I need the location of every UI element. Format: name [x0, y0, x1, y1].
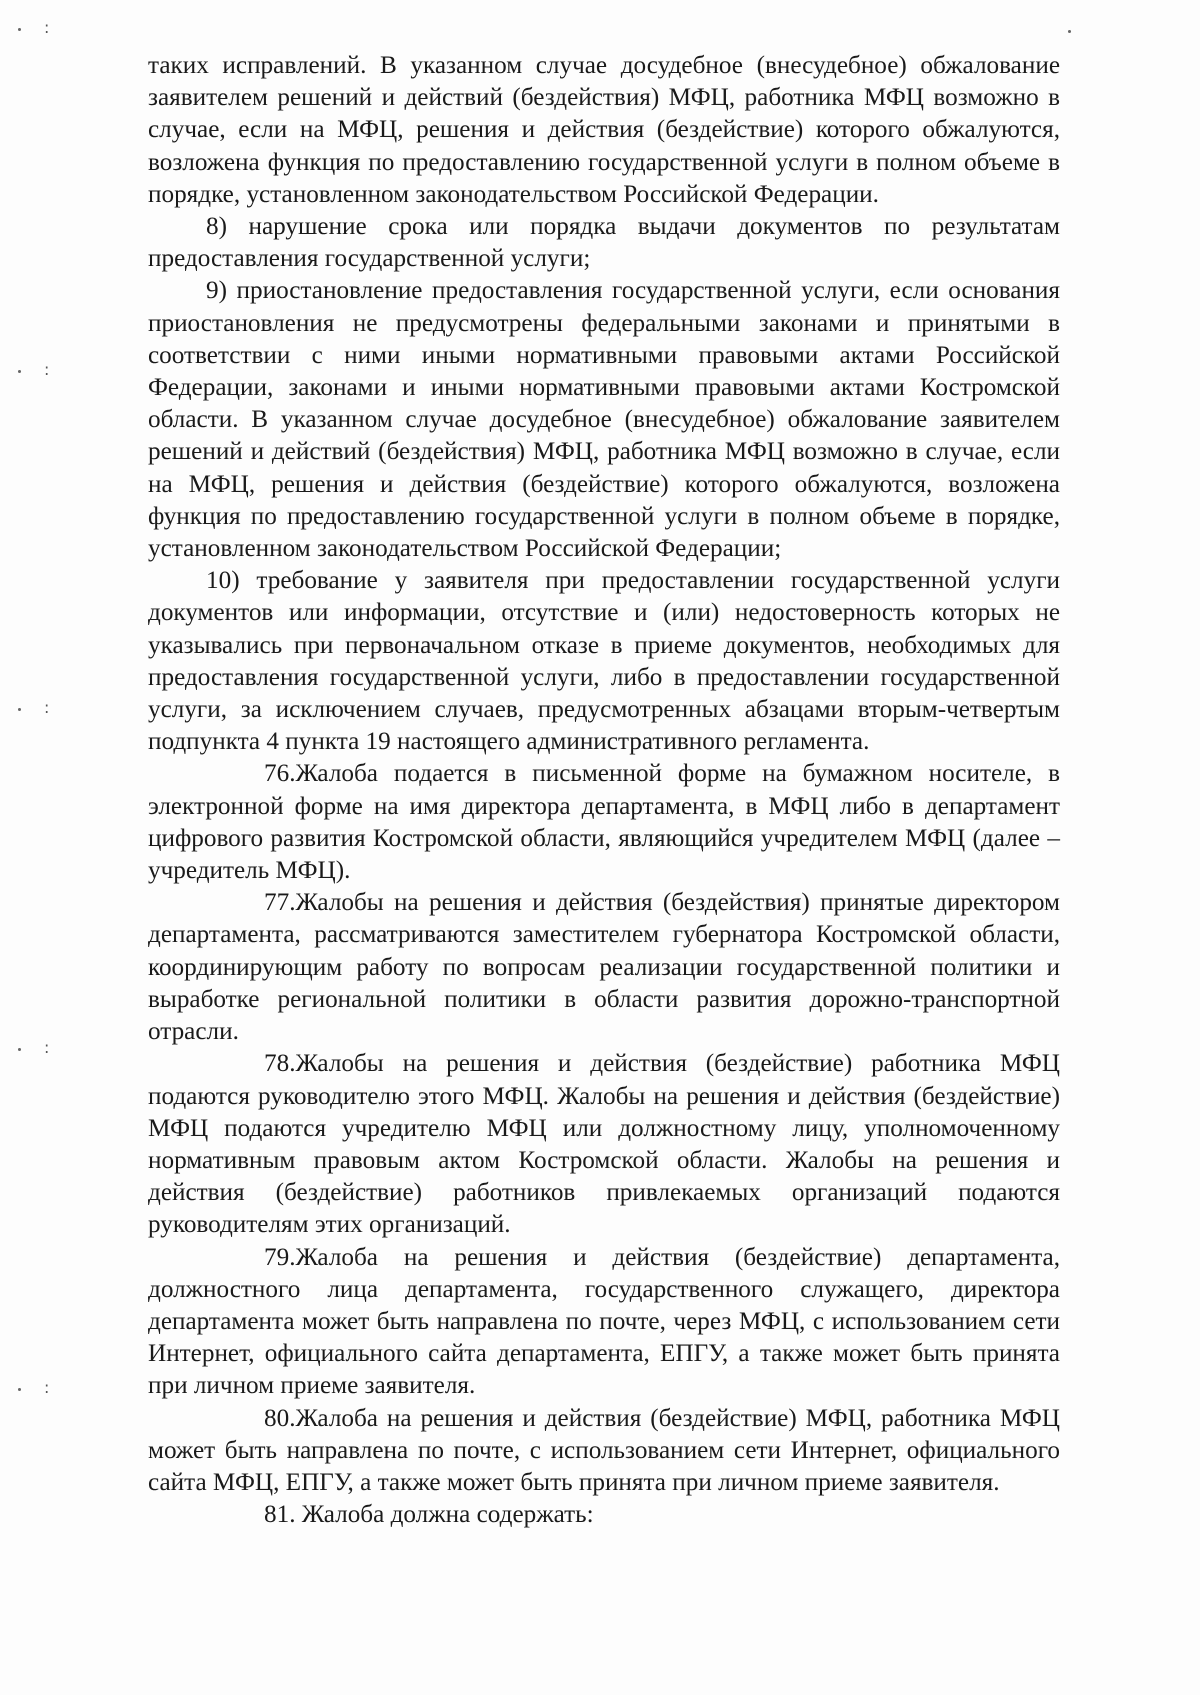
list-item-8 [148, 211, 1060, 275]
paragraph-text: 9) приостановление предоставления государственной услуги, если основания приостановления не предусмотрены федеральными законами и принятыми в соответствии с ними иными нормативными правовыми актами Российской Федерации, законами и иными нормативными правовыми актами Костромской области. В указанном случае досудебное (внесудебное) обжалование заявителем решений и действий (бездействия) МФЦ, работника МФЦ возможно в случае, если на МФЦ, решения и действия (бездействие) которого обжалуются, возложена функция по предоставлению государственной услуги в полном объеме в порядке, установленном законодательством Российской Федерации; [148, 277, 1060, 563]
margin-dot [18, 370, 21, 373]
margin-colon-mark: : [44, 1378, 50, 1397]
clause-80 [148, 1403, 1060, 1500]
paragraph-text: Жалобы на решения и действия (бездействия) принятые директором департамента, рассматриваются заместителем губернатора Костромской области, координирующим работу по вопросам реализации государственной политики и выработке региональной политики в области развития дорожно-транспортной отрасли. [148, 889, 1060, 1046]
margin-colon-mark: : [44, 18, 50, 37]
paragraph-text: Жалоба подается в письменной форме на бумажном носителе, в электронной форме на имя директора департамента, в МФЦ либо в департамент цифрового развития Костромской области, являющийся учредителем МФЦ (далее – учредитель МФЦ). [148, 760, 1060, 885]
clause-number: 76. [264, 760, 296, 788]
paragraph-text: 8) нарушение срока или порядка выдачи документов по результатам предоставления государственной услуги; [148, 213, 1060, 273]
clause-76 [148, 758, 1060, 887]
clause-number: 81. [264, 1501, 296, 1529]
paragraph-continuation [148, 50, 1060, 211]
clause-number: 78. [264, 1050, 296, 1078]
clause-79 [148, 1242, 1060, 1403]
paragraph-text: Жалоба на решения и действия (бездействие) департамента, должностного лица департамента, государственного служащего, директора департамента может быть направлена по почте, через МФЦ, с использованием сети Интернет, официального сайта департамента, ЕПГУ, а также может быть принята при личном приеме заявителя. [148, 1243, 1060, 1400]
clause-number: 79. [264, 1243, 296, 1271]
clause-78 [148, 1048, 1060, 1241]
clause-number: 80. [264, 1404, 296, 1432]
margin-dot [18, 1388, 21, 1391]
clause-77 [148, 887, 1060, 1048]
list-item-9 [148, 275, 1060, 565]
clause-81 [148, 1499, 1060, 1531]
paragraph-text: Жалоба на решения и действия (бездействие) МФЦ, работника МФЦ может быть направлена по почте, с использованием сети Интернет, официального сайта МФЦ, ЕПГУ, а также может быть принята при личном приеме заявителя. [148, 1404, 1060, 1496]
paragraph-text: Жалоба должна содержать: [301, 1501, 594, 1529]
paragraph-text: таких исправлений. В указанном случае досудебное (внесудебное) обжалование заявителем решений и действий (бездействия) МФЦ, работника МФЦ возможно в случае, если на МФЦ, решения и действия (бездействие) которого обжалуются, возложена функция по предоставлению государственной услуги в полном объеме в порядке, установленном законодательством Российской Федерации. [148, 52, 1060, 208]
list-item-10 [148, 565, 1060, 758]
document-body [148, 50, 1060, 1531]
paragraph-text: Жалобы на решения и действия (бездействие) работника МФЦ подаются руководителю этого МФЦ. Жалобы на решения и действия (бездействие) МФЦ подаются учредителю МФЦ или должностному лицу, уполномоченному нормативным правовым актом Костромской области. Жалобы на решения и действия (бездействие) работников привлекаемых организаций подаются руководителям этих организаций. [148, 1050, 1060, 1239]
clause-number: 77. [264, 889, 296, 917]
margin-colon-mark: : [44, 360, 50, 379]
margin-dot [18, 1048, 21, 1051]
margin-colon-mark: : [44, 698, 50, 717]
margin-colon-mark: : [44, 1038, 50, 1057]
paragraph-text: 10) требование у заявителя при предоставлении государственной услуги документов или информации, отсутствие и (или) недостоверность которых не указывались при первоначальном отказе в приеме документов, необходимых для предоставления государственной услуги, либо в предоставлении государственной услуги, за исключением случаев, предусмотренных абзацами вторым-четвертым подпункта 4 пункта 19 настоящего административного регламента. [148, 567, 1060, 756]
margin-dot [18, 708, 21, 711]
margin-dot [18, 28, 21, 31]
margin-dot [1068, 30, 1071, 33]
